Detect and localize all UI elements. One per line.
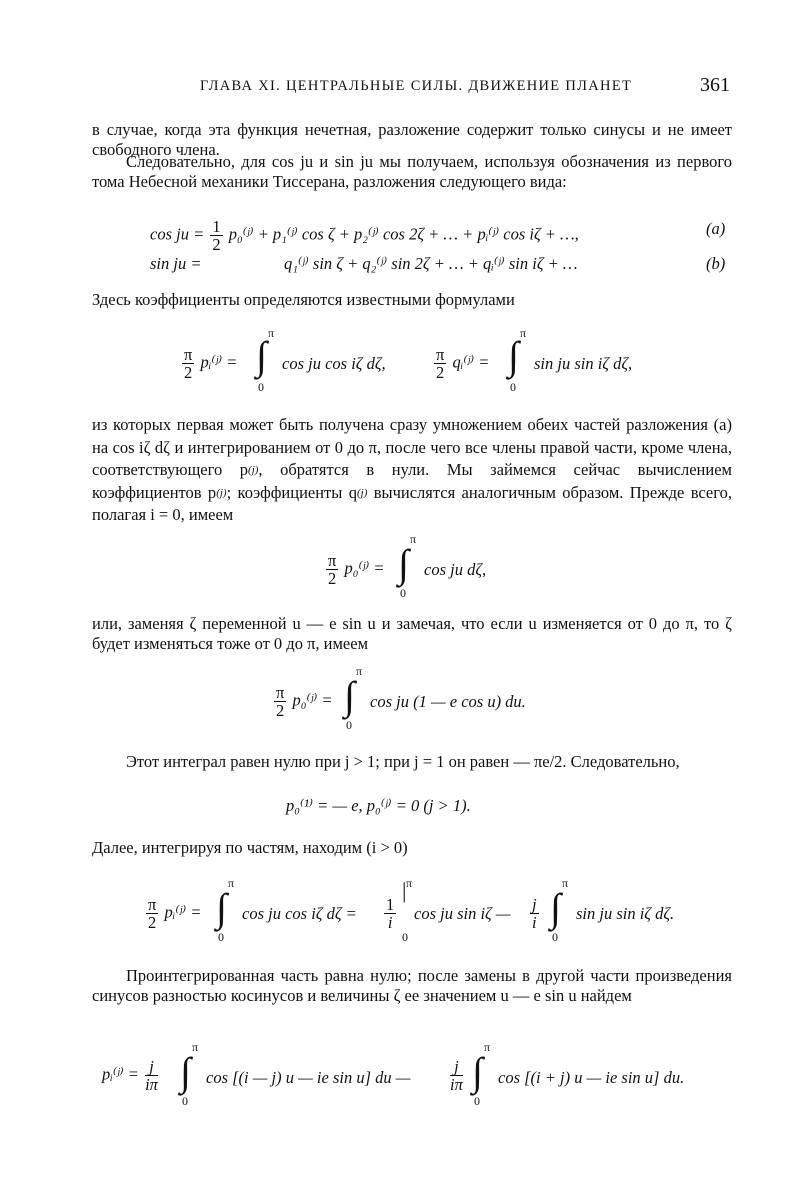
upper-limit: π xyxy=(484,1040,491,1054)
fraction-j-over-i: $\frac{j}{i}$ xyxy=(532,895,537,932)
upper-limit: π xyxy=(192,1040,199,1054)
integral-sign: ∫ xyxy=(216,885,227,930)
fraction-pi-half-1: $\frac{\pi}{2}$ pᵢ⁽ʲ⁾ = xyxy=(184,345,238,382)
fraction-pi-half-2: $\frac{\pi}{2}$ qᵢ⁽ʲ⁾ = xyxy=(436,345,490,382)
integrand-6b: sin ju sin iζ dζ. xyxy=(576,904,675,923)
lower-limit: 0 xyxy=(182,1094,188,1108)
paragraph-8: Проинтегрированная часть равна нулю; после замены в другой части произведения синусов разностью косинусов и величины ζ ее значением u — e sin u найдем xyxy=(92,966,732,1005)
integral-sign: ∫ xyxy=(180,1049,191,1094)
running-header: ГЛАВА XI. ЦЕНТРАЛЬНЫЕ СИЛЫ. ДВИЖЕНИЕ ПЛАНЕТ xyxy=(200,78,633,94)
upper-limit: π xyxy=(268,326,275,340)
equation-b-lhs: sin ju = xyxy=(150,254,202,273)
equation-a: cos ju = $\frac{1}{2}$ p₀⁽ʲ⁾ + p₁⁽ʲ⁾ cos ζ + p₂⁽ʲ⁾ cos 2ζ + … + pᵢ⁽ʲ⁾ cos iζ + …, xyxy=(150,217,579,254)
lower-limit: 0 xyxy=(346,718,352,732)
lower-limit: 0 xyxy=(402,930,408,944)
fraction-one-over-i: $\frac{1}{i}$ xyxy=(386,895,395,932)
paragraph-2: Следовательно, для cos ju и sin ju мы получаем, используя обозначения из первого тома Небесной механики Тиссерана, разложения следующего вида: xyxy=(92,152,732,191)
integrand-2: sin ju sin iζ dζ, xyxy=(534,354,633,373)
integrand-4: cos ju (1 — e cos u) du. xyxy=(370,692,526,711)
integral-sign: ∫ xyxy=(398,541,409,586)
boundary-term: cos ju sin iζ — xyxy=(414,904,511,923)
equation-7-lhs: pᵢ⁽ʲ⁾ = $\frac{j}{i\pi}$ xyxy=(102,1057,158,1094)
upper-limit: π xyxy=(356,664,363,678)
paragraph-3: Здесь коэффициенты определяются известными формулами xyxy=(92,290,515,309)
upper-limit: π xyxy=(410,532,417,546)
equation-4-lhs: $\frac{\pi}{2}$ p₀⁽ʲ⁾ = xyxy=(276,683,333,720)
integral-sign: ∫ xyxy=(550,885,561,930)
equation-3-lhs: $\frac{\pi}{2}$ p₀⁽ʲ⁾ = xyxy=(328,551,385,588)
paragraph-1: в случае, когда эта функция нечетная, разложение содержит только синусы и не имеет свободного члена. xyxy=(92,120,732,159)
substitution-bar: | xyxy=(402,878,407,903)
coef-sup: (j) xyxy=(248,464,259,476)
lower-limit: 0 xyxy=(474,1094,480,1108)
integral-sign: ∫ xyxy=(344,673,355,718)
equation-5: p₀⁽¹⁾ = — e, p₀⁽ʲ⁾ = 0 (j > 1). xyxy=(286,796,471,815)
integral-sign: ∫ xyxy=(508,333,519,378)
integrand-7b: cos [(i + j) u — ie sin u] du. xyxy=(498,1068,685,1087)
page-number: 361 xyxy=(700,74,730,96)
upper-limit: π xyxy=(406,876,413,890)
paragraph-7: Далее, интегрируя по частям, находим (i > 0) xyxy=(92,838,408,857)
upper-limit: π xyxy=(228,876,235,890)
lower-limit: 0 xyxy=(510,380,516,394)
lower-limit: 0 xyxy=(218,930,224,944)
lower-limit: 0 xyxy=(552,930,558,944)
equation-label-a: (a) xyxy=(706,219,726,238)
integral-sign: ∫ xyxy=(472,1049,483,1094)
integral-sign: ∫ xyxy=(256,333,267,378)
integrand-7a: cos [(i — j) u — ie sin u] du — xyxy=(206,1068,411,1087)
integrand-6: cos ju cos iζ dζ = xyxy=(242,904,357,923)
upper-limit: π xyxy=(520,326,527,340)
fraction-half: $\frac{1}{2}$ xyxy=(212,217,221,254)
lower-limit: 0 xyxy=(258,380,264,394)
paragraph-5: или, заменяя ζ переменной u — e sin u и замечая, что если u изменяется от 0 до π, то ζ будет изменяться тоже от 0 до π, имеем xyxy=(92,614,732,653)
equation-label-b: (b) xyxy=(706,254,726,273)
paragraph-4: из которых первая может быть получена сразу умножением обеих частей разложения (a) на cos iζ dζ и интегрированием от 0 до π, после чего все члены правой части, кроме члена, соответствующего $p^{(j)}$, обратятся в нули. Мы займемся сейчас вычислением коэффициентов $p^{(j)}$; коэффициенты $q^{(j)}$ вычислятся аналогичным образом. Прежде всего, полагая i = 0, имеем xyxy=(92,415,732,524)
integrand-1: cos ju cos iζ dζ, xyxy=(282,354,386,373)
equation-6-lhs: $\frac{\pi}{2}$ pᵢ⁽ʲ⁾ = xyxy=(148,895,202,932)
equation-b-rhs: q₁⁽ʲ⁾ sin ζ + q₂⁽ʲ⁾ sin 2ζ + … + qᵢ⁽ʲ⁾ sin iζ + … xyxy=(284,254,578,273)
fraction-j-over-ipi: $\frac{j}{i\pi}$ xyxy=(450,1057,463,1094)
upper-limit: π xyxy=(562,876,569,890)
lower-limit: 0 xyxy=(400,586,406,600)
paragraph-6: Этот интеграл равен нулю при j > 1; при j = 1 он равен — πe/2. Следовательно, xyxy=(126,752,680,771)
integrand-3: cos ju dζ, xyxy=(424,560,487,579)
